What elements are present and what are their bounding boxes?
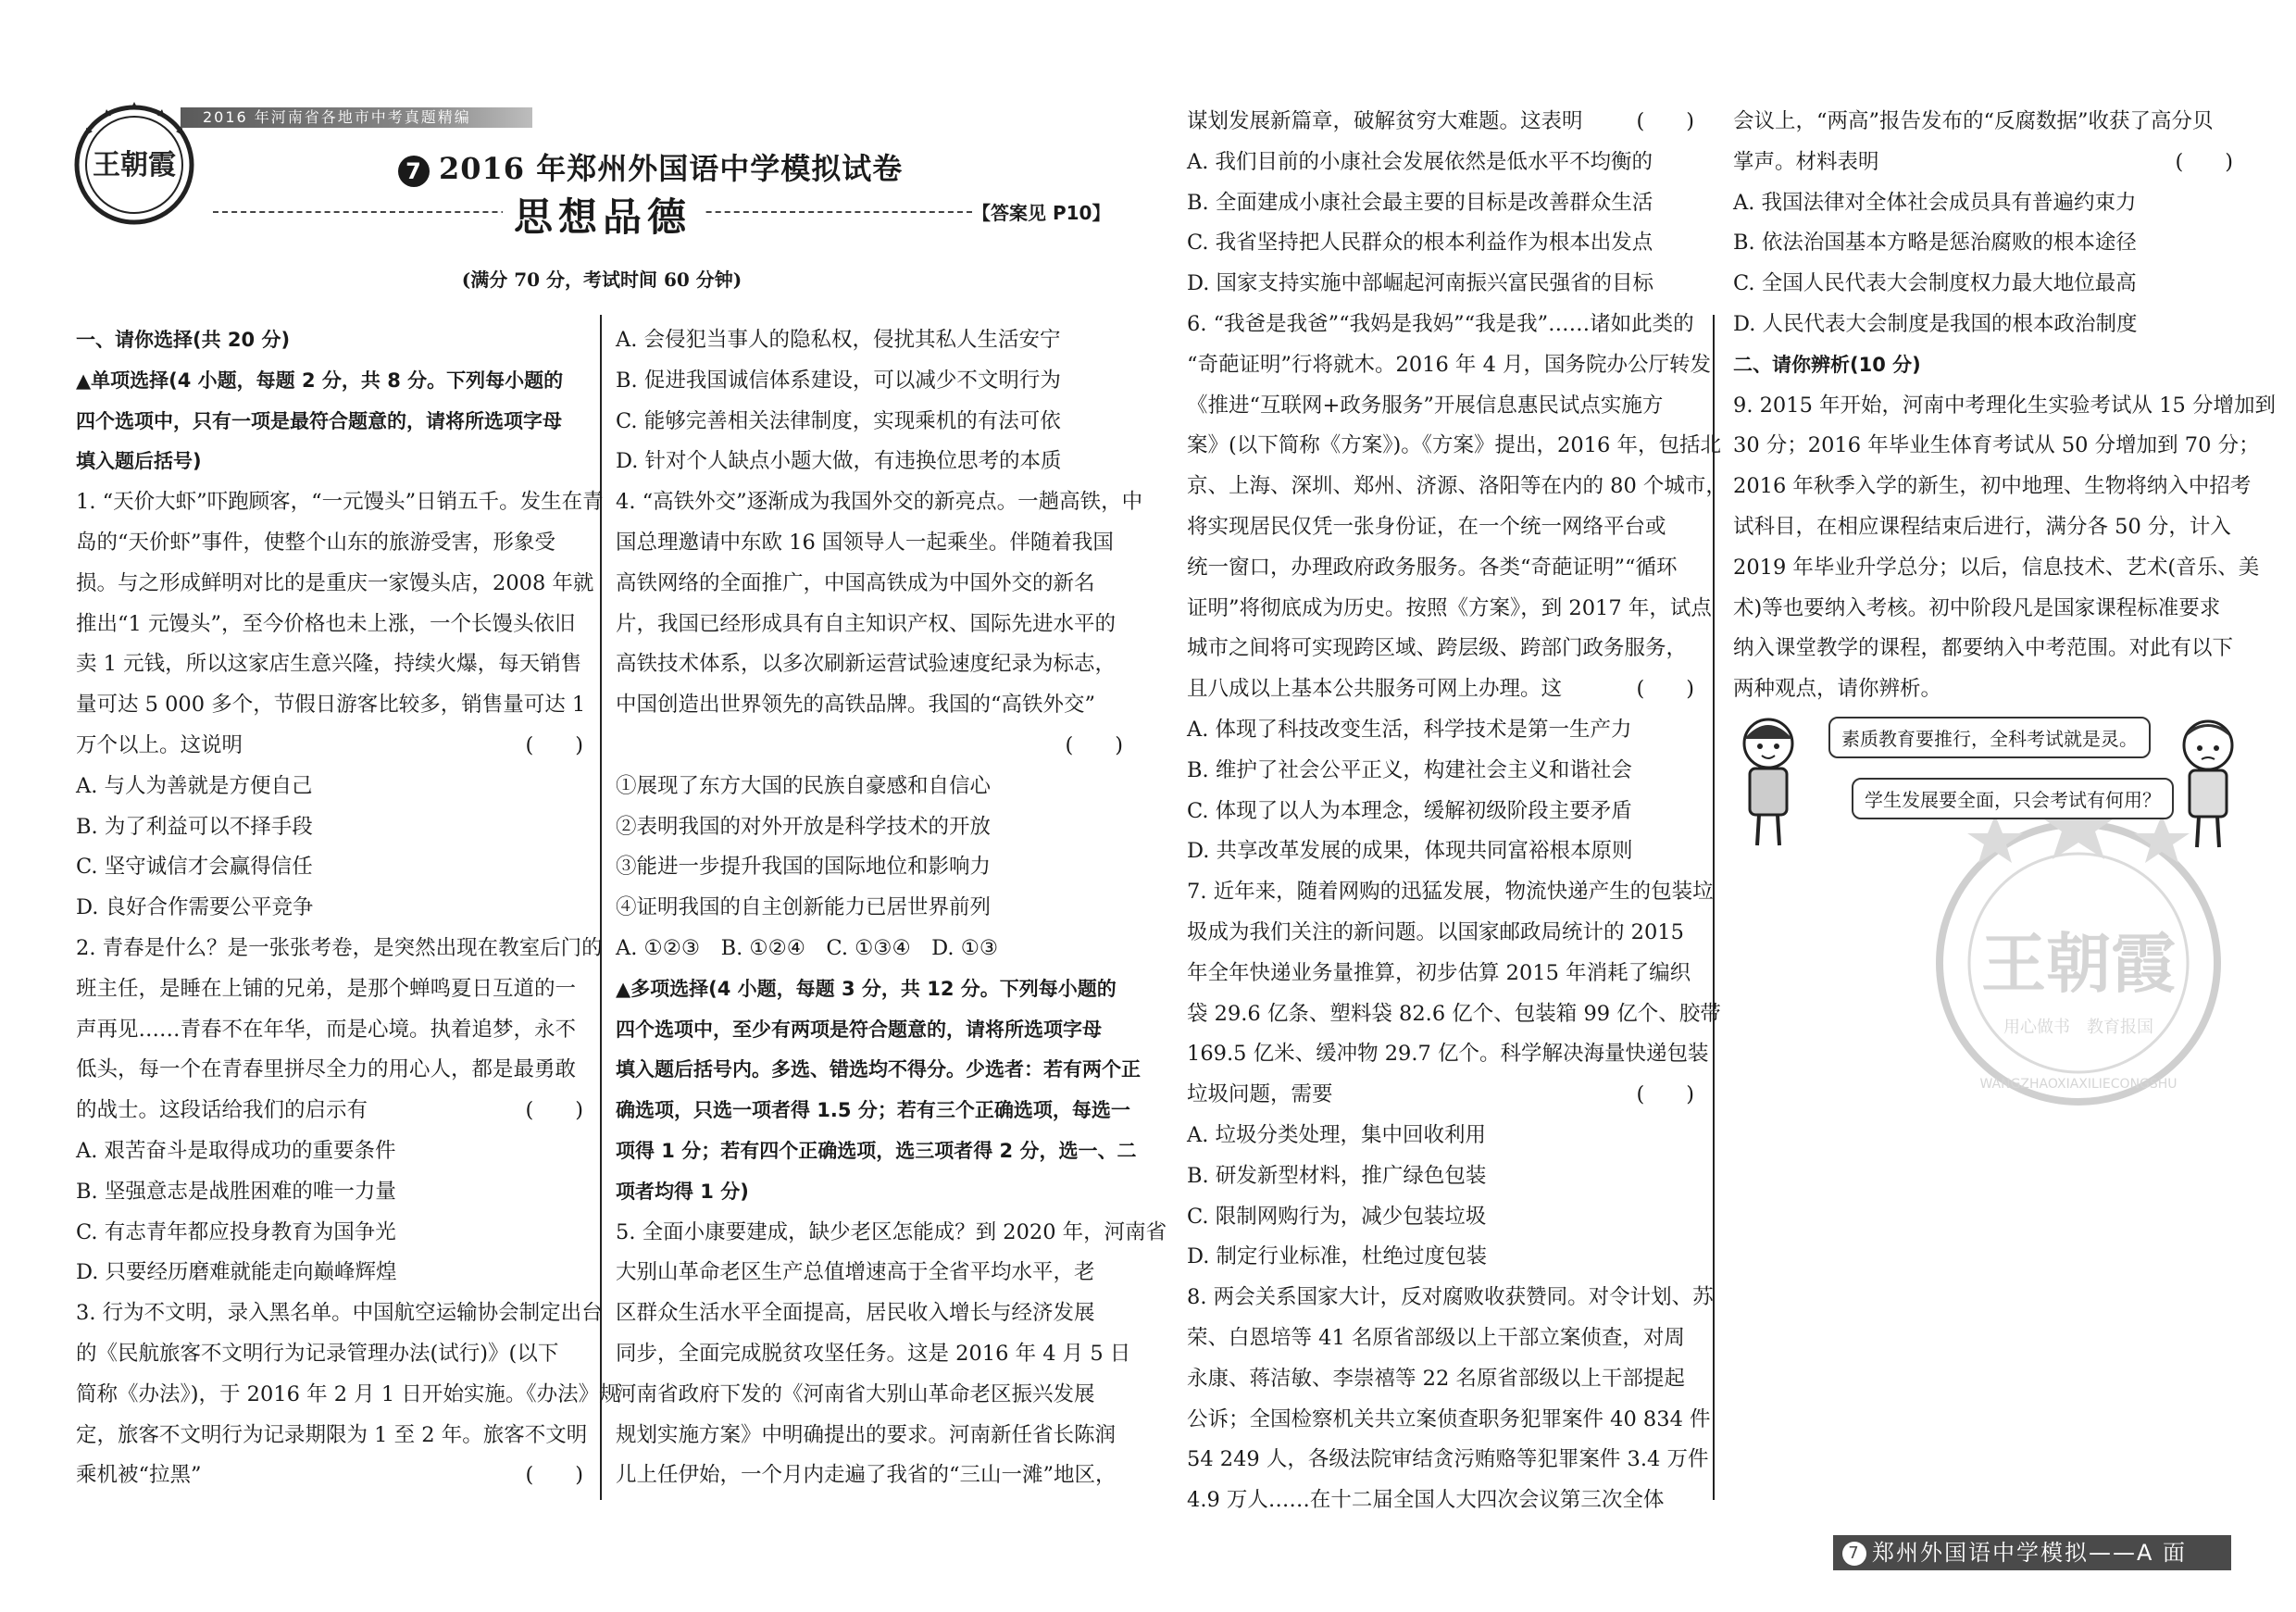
column-2	[616, 320, 1167, 1496]
text-line-content: 两种观点，请你辨析。	[1733, 677, 1942, 702]
text-line-content: 6. “我爸是我爸”“我妈是我妈”“我是我”……诸如此类的	[1187, 311, 1694, 336]
text-line	[616, 1293, 1123, 1334]
text-line	[616, 929, 1123, 969]
text-line	[1187, 1481, 1694, 1521]
text-line-content: D. 只要经历磨难就能走向巅峰辉煌	[76, 1260, 397, 1285]
text-line	[1187, 223, 1694, 264]
text-line-content: D. 共享改革发展的成果，体现共同富裕根本原则	[1187, 839, 1633, 864]
text-line	[1187, 305, 1694, 345]
text-line	[76, 1091, 583, 1131]
text-line	[1187, 1156, 1694, 1197]
text-line	[1733, 589, 2233, 630]
column-4	[1733, 102, 2276, 710]
text-line	[1733, 426, 2260, 467]
text-line	[616, 685, 1123, 726]
text-line	[1733, 467, 2252, 507]
svg-text:王朝霞: 王朝霞	[93, 149, 176, 181]
text-line	[616, 1334, 1131, 1375]
text-line-content: A. 垃圾分类处理，集中回收利用	[1187, 1122, 1487, 1147]
text-line-content: 低头，每一个在青春里拼尽全力的用心人，都是最勇敢	[76, 1057, 577, 1082]
text-line-content: C. 全国人民代表大会制度权力最大地位最高	[1733, 271, 2137, 296]
text-line-content: 54 249 人，各级法院审结贪污贿赂等犯罪案件 3.4 万件	[1187, 1447, 1709, 1472]
text-line	[76, 1253, 583, 1293]
text-line	[1733, 223, 2233, 264]
text-line-content: 声再见……青春不在年华，而是心境。执着追梦，永不	[76, 1017, 577, 1042]
text-line	[616, 726, 1123, 767]
publisher-seal-logo	[69, 100, 199, 230]
text-line-content: 2. 青春是什么？是一张张考卷，是突然出现在教室后门的	[76, 935, 603, 960]
text-line-content: 统一窗口，办理政府政务服务。各类“奇葩证明”“循环	[1187, 555, 1678, 580]
text-line-content: 8. 两会关系国家大计，反对腐败收获赞同。对令计划、苏	[1187, 1285, 1714, 1310]
text-line	[76, 1131, 583, 1172]
text-line	[1187, 1034, 1709, 1075]
text-line-content: D. 国家支持实施中部崛起河南振兴富民强省的目标	[1187, 271, 1654, 296]
text-line	[76, 929, 603, 969]
text-line-content: 高铁网络的全面推广，中国高铁成为中国外交的新名	[616, 570, 1095, 595]
text-line-content: 169.5 亿米、缓冲物 29.7 亿个。科学解决海量快递包装	[1187, 1042, 1709, 1067]
text-line	[1187, 710, 1694, 751]
text-line-content: 袋 29.6 亿条、塑料袋 82.6 亿个、包装箱 99 亿个、胶带	[1187, 1001, 1721, 1026]
text-line-content: 万个以上。这说明	[76, 732, 243, 757]
text-line-content: ②表明我国的对外开放是科学技术的开放	[616, 814, 992, 839]
text-line-content: ④证明我国的自主创新能力已居世界前列	[616, 895, 992, 920]
text-line-content: B. 坚强意志是战胜困难的唯一力量	[76, 1179, 396, 1204]
text-line-content: 谋划发展新篇章，破解贫穷大难题。这表明	[1187, 109, 1583, 133]
text-line	[76, 1416, 588, 1456]
text-line	[616, 1172, 1123, 1213]
watermark-pinyin: WANGZHAOXIAXILIECONGSHU	[1979, 1077, 2177, 1092]
text-line	[76, 1334, 583, 1375]
text-line-content: B. 维护了社会公平正义，构建社会主义和谐社会	[1187, 757, 1632, 782]
answer-bracket: ( )	[1065, 732, 1123, 757]
text-line-content: 简称《办法》)，于 2016 年 2 月 1 日开始实施。《办法》规	[76, 1381, 620, 1406]
text-line-content: A. 我国法律对全体社会成员具有普遍约束力	[1733, 190, 2137, 215]
text-line-content: B. 促进我国诚信体系建设，可以减少不文明行为	[616, 368, 1061, 393]
text-line-content: 班主任，是睡在上铺的兄弟，是那个蝉鸣夏日互道的一	[76, 976, 577, 1001]
text-line	[1187, 467, 1727, 507]
text-line	[616, 361, 1123, 402]
text-line-content: A. 我们目前的小康社会发展依然是低水平不均衡的	[1187, 149, 1653, 174]
text-line	[1187, 143, 1694, 183]
answer-bracket: ( )	[2175, 149, 2233, 174]
text-line-content: 垃圾问题，需要	[1187, 1082, 1333, 1107]
text-line-content: ▲多项选择(4 小题，每题 3 分，共 12 分。下列每小题的	[616, 977, 1117, 1000]
text-line-content: 5. 全面小康要建成，缺少老区怎能成？到 2020 年，河南省	[616, 1219, 1167, 1244]
text-line	[1187, 1278, 1714, 1318]
text-line-content: C. 限制网购行为，减少包装垃圾	[1187, 1204, 1487, 1229]
text-line	[1187, 831, 1694, 872]
text-line	[616, 605, 1123, 645]
text-line	[76, 1010, 583, 1051]
answer-reference: 【答案见 P10】	[972, 202, 1111, 224]
text-line	[1733, 345, 2233, 386]
text-line-content: D. 人民代表大会制度是我国的根本政治制度	[1733, 311, 2138, 336]
text-line-content: 二、请你辨析(10 分)	[1733, 353, 1921, 376]
answer-bracket: ( )	[1636, 677, 1694, 702]
text-line	[1187, 548, 1694, 589]
text-line	[1187, 264, 1694, 305]
paper-number-badge: 7	[398, 156, 430, 187]
text-line-content: 的《民航旅客不文明行为记录管理办法(试行)》(以下	[76, 1341, 559, 1366]
text-line-content: 损。与之形成鲜明对比的是重庆一家馒头店，2008 年就	[76, 570, 594, 595]
text-line	[1187, 1400, 1711, 1441]
text-line	[1187, 954, 1694, 994]
text-line-content: 术)等也要纳入考核。初中阶段凡是国家课程标准要求	[1733, 595, 2221, 620]
text-line	[76, 847, 583, 888]
text-line-content: 荣、白恩培等 41 名原省部级以上干部立案侦查，对周	[1187, 1325, 1685, 1350]
text-line	[76, 1172, 583, 1213]
text-line	[616, 767, 1123, 807]
text-line	[1187, 1318, 1694, 1359]
text-line-content: 7. 近年来，随着网购的迅猛发展，物流快递产生的包装垃	[1187, 880, 1714, 905]
text-line-content: 岛的“天价虾”事件，使整个山东的旅游受害，形象受	[76, 530, 556, 555]
text-line-content: C. 体现了以人为本理念，缓解初级阶段主要矛盾	[1187, 798, 1632, 823]
text-line	[1187, 751, 1694, 792]
text-line	[76, 320, 583, 361]
text-line	[76, 807, 583, 848]
text-line	[1733, 305, 2233, 345]
text-line	[76, 605, 583, 645]
text-line	[76, 767, 583, 807]
text-line	[76, 1213, 583, 1254]
text-line	[1187, 102, 1694, 143]
column-1	[76, 320, 620, 1496]
footer-text: 郑州外国语中学模拟——A 面	[1872, 1540, 2188, 1566]
text-line	[1187, 629, 1694, 669]
text-line-content: ①展现了东方大国的民族自豪感和自信心	[616, 773, 992, 798]
text-line	[1733, 548, 2260, 589]
text-line	[616, 1416, 1123, 1456]
text-line	[616, 320, 1123, 361]
text-line-content: 《推进“互联网+政务服务”开展信息惠民试点实施方	[1187, 393, 1664, 418]
text-line	[76, 361, 583, 402]
exam-info: (满分 70 分，考试时间 60 分钟)	[461, 269, 742, 291]
text-line	[1733, 183, 2233, 224]
text-line-content: 卖 1 元钱，所以这家店生意兴隆，持续火爆，每天销售	[76, 652, 582, 677]
text-line	[616, 969, 1123, 1010]
text-line-content: 填入题后括号内。多选、错选均不得分。少选者：若有两个正	[616, 1058, 1141, 1081]
text-line	[76, 888, 583, 929]
text-line-content: 填入题后括号)	[76, 450, 202, 473]
answer-bracket: ( )	[525, 732, 583, 757]
text-line	[1733, 264, 2233, 305]
text-line	[76, 644, 583, 685]
text-line-content: 将实现居民仅凭一张身份证，在一个统一网络平台或	[1187, 514, 1666, 539]
text-line-content: 四个选项中，只有一项是最符合题意的，请将所选项字母	[76, 409, 562, 432]
text-line-content: D. 制定行业标准，杜绝过度包装	[1187, 1244, 1488, 1269]
text-line-content: 一、请你选择(共 20 分)	[76, 329, 291, 351]
text-line	[616, 1091, 1130, 1131]
text-line-content: 永康、蒋洁敏、李崇禧等 22 名原省部级以上干部提起	[1187, 1366, 1685, 1391]
text-line-content: 定，旅客不文明行为记录期限为 1 至 2 年。旅客不文明	[76, 1422, 588, 1447]
text-line-content: 河南省政府下发的《河南省大别山革命老区振兴发展	[616, 1381, 1095, 1406]
text-line-content: 规划实施方案》中明确提出的要求。河南新任省长陈润	[616, 1422, 1117, 1447]
text-line	[76, 1375, 620, 1416]
text-line	[1733, 629, 2233, 669]
text-line	[1187, 669, 1694, 710]
text-line	[616, 847, 1123, 888]
text-line-content: 项得 1 分；若有四个正确选项，选三项者得 2 分，选一、二	[616, 1139, 1137, 1162]
text-line-content: 乘机被“拉黑”	[76, 1463, 202, 1488]
text-line	[1733, 143, 2233, 183]
text-line-content: 儿上任伊始，一个月内走遍了我省的“三山一滩”地区，	[616, 1463, 1117, 1488]
text-line	[616, 1050, 1141, 1091]
text-line-content: 30 分；2016 年毕业生体育考试从 50 分增加到 70 分；	[1733, 433, 2260, 458]
text-line	[616, 644, 1123, 685]
text-line-content: B. 全面建成小康社会最主要的目标是改善群众生活	[1187, 190, 1653, 215]
text-line	[616, 523, 1123, 564]
text-line-content: 证明”将彻底成为历史。按照《方案》，到 2017 年，试点	[1187, 595, 1712, 620]
text-line	[616, 442, 1123, 482]
text-line-content: 年全年快递业务量推算，初步估算 2015 年消耗了编织	[1187, 960, 1691, 985]
text-line	[1187, 872, 1714, 913]
text-line	[1187, 426, 1721, 467]
text-line	[1187, 345, 1712, 386]
text-line	[76, 523, 583, 564]
text-line-content: 高铁技术体系，以多次刷新运营试验速度纪录为标志，	[616, 652, 1117, 677]
text-line	[76, 1050, 583, 1091]
cartoon-illustration	[1731, 702, 2250, 859]
answer-bracket: ( )	[1636, 109, 1694, 133]
text-line	[1733, 507, 2233, 548]
text-line	[616, 1010, 1123, 1051]
text-line	[76, 442, 583, 482]
text-line-content: C. 有志青年都应投身教育为国争光	[76, 1219, 396, 1244]
answer-bracket: ( )	[525, 1098, 583, 1123]
speech-bubble-2: 学生发展要全面，只会考试有何用？	[1852, 778, 2174, 819]
text-line-content: 公诉；全国检察机关共立案侦查职务犯罪案件 40 834 件	[1187, 1406, 1711, 1431]
text-line-content: A. 体现了科技改变生活，科学技术是第一生产力	[1187, 717, 1632, 742]
text-line-content: 城市之间将可实现跨区域、跨层级、跨部门政务服务，	[1187, 636, 1688, 661]
exam-title	[398, 145, 903, 188]
text-line-content: 4.9 万人……在十二届全国人大四次会议第三次全体	[1187, 1488, 1665, 1513]
text-line	[76, 564, 594, 605]
text-line-content: 案》(以下简称《方案》)。《方案》提出，2016 年，包括北	[1187, 433, 1721, 458]
text-line-content: B. 依法治国基本方略是惩治腐败的根本途径	[1733, 231, 2137, 256]
text-line-content: ③能进一步提升我国的国际地位和影响力	[616, 855, 992, 880]
text-line	[616, 1131, 1137, 1172]
text-line	[1187, 792, 1694, 832]
text-line	[1187, 913, 1694, 954]
text-line-content: 四个选项中，至少有两项是符合题意的，请将所选项字母	[616, 1018, 1102, 1041]
girl-figure-icon	[1731, 711, 1805, 850]
text-line	[1187, 1075, 1694, 1116]
speech-bubble-1: 素质教育要推行，全科考试就是灵。	[1828, 717, 2151, 758]
text-line	[76, 685, 586, 726]
footer-paper-number: 7	[1842, 1542, 1866, 1566]
text-line	[1187, 1359, 1694, 1400]
text-line	[1187, 1197, 1694, 1238]
text-line-content: 纳入课堂教学的课程，都要纳入中考范围。对此有以下	[1733, 636, 2234, 661]
text-line-content: C. 能够完善相关法律制度，实现乘机的有法可依	[616, 408, 1061, 433]
text-line	[1187, 183, 1694, 224]
page-footer	[1833, 1535, 2231, 1570]
text-line	[616, 1253, 1123, 1293]
text-line-content: 4. “高铁外交”逐渐成为我国外交的新亮点。一趟高铁，中	[616, 490, 1143, 515]
text-line-content: 京、上海、深圳、郑州、济源、洛阳等在内的 80 个城市，	[1187, 474, 1727, 499]
text-line	[616, 807, 1123, 848]
text-line-content: B. 研发新型材料，推广绿色包装	[1187, 1163, 1487, 1188]
text-line-content: 大别山革命老区生产总值增速高于全省平均水平，老	[616, 1260, 1095, 1285]
text-line-content: 圾成为我们关注的新问题。以国家邮政局统计的 2015	[1187, 919, 1684, 944]
text-line-content: 3. 行为不文明，录入黑名单。中国航空运输协会制定出台	[76, 1301, 603, 1326]
text-line	[616, 1456, 1123, 1496]
subject-title: 思想品德	[503, 187, 703, 243]
text-line-content: 中国创造出世界领先的高铁品牌。我国的“高铁外交”	[616, 693, 1096, 718]
text-line-content: 的战士。这段话给我们的启示有	[76, 1098, 368, 1123]
text-line	[1187, 589, 1712, 630]
text-line	[616, 1375, 1123, 1416]
text-line	[1187, 1116, 1694, 1156]
text-line-content: 项者均得 1 分)	[616, 1180, 749, 1203]
text-line-content: 同步，全面完成脱贫攻坚任务。这是 2016 年 4 月 5 日	[616, 1341, 1131, 1366]
text-line-content: C. 坚守诚信才会赢得信任	[76, 855, 313, 880]
text-line-content: A. 会侵犯当事人的隐私权，侵扰其私人生活安宁	[616, 328, 1061, 352]
text-line	[1187, 1440, 1709, 1481]
text-line	[76, 402, 583, 443]
text-line	[616, 564, 1123, 605]
text-line	[1187, 386, 1694, 427]
text-line-content: 区群众生活水平全面提高，居民收入增长与经济发展	[616, 1301, 1095, 1326]
text-line-content: 1. “天价大虾”吓跑顾客，“一元馒头”日销五千。发生在青	[76, 490, 604, 515]
boy-figure-icon	[2171, 713, 2245, 852]
text-line-content: B. 为了利益可以不择手段	[76, 814, 313, 839]
text-line	[1733, 102, 2233, 143]
text-line	[616, 482, 1143, 523]
text-line-content: A. ①②③ B. ①②④ C. ①③④ D. ①③	[616, 935, 999, 960]
text-line	[76, 1293, 603, 1334]
text-line-content: D. 针对个人缺点小题大做，有违换位思考的本质	[616, 449, 1062, 474]
text-line-content: A. 与人为善就是方便自己	[76, 773, 313, 798]
text-line	[616, 1213, 1167, 1254]
text-line	[76, 969, 583, 1010]
text-line	[76, 1456, 583, 1496]
text-line-content: 量可达 5 000 多个，节假日游客比较多，销售量可达 1	[76, 693, 586, 718]
text-line	[616, 888, 1123, 929]
text-line-content: 且八成以上基本公共服务可网上办理。这	[1187, 677, 1563, 702]
text-line-content: A. 艰苦奋斗是取得成功的重要条件	[76, 1138, 396, 1163]
text-line-content: D. 良好合作需要公平竞争	[76, 895, 314, 920]
answer-bracket: ( )	[1636, 1082, 1694, 1107]
text-line	[616, 402, 1123, 443]
text-line-content: “奇葩证明”行将就木。2016 年 4 月，国务院办公厅转发	[1187, 352, 1712, 377]
text-line-content: 试科目，在相应课程结束后进行，满分各 50 分，计入	[1733, 514, 2231, 539]
text-line	[76, 482, 604, 523]
text-line	[1187, 994, 1721, 1035]
text-line-content: 掌声。材料表明	[1733, 149, 1879, 174]
series-banner: 2016 年河南省各地市中考真题精编	[181, 107, 532, 128]
text-line-content: 国总理邀请中东欧 16 国领导人一起乘坐。伴随着我国	[616, 530, 1114, 555]
text-line-content: ▲单项选择(4 小题，每题 2 分，共 8 分。下列每小题的	[76, 369, 564, 392]
text-line-content: 推出“1 元馒头”，至今价格也未上涨，一个长馒头依旧	[76, 611, 576, 636]
text-line	[1187, 1237, 1694, 1278]
answer-bracket: ( )	[525, 1463, 583, 1488]
column-3	[1187, 102, 1727, 1521]
watermark-motto: 用心做书 教育报国	[2003, 1018, 2153, 1037]
exam-title-text: 2016 年郑州外国语中学模拟试卷	[439, 151, 904, 186]
watermark-name: 王朝霞	[1981, 925, 2176, 1002]
text-line-content: 会议上，“两高”报告发布的“反腐数据”收获了高分贝	[1733, 109, 2214, 133]
text-line	[1187, 507, 1694, 548]
text-line-content: 确选项，只选一项者得 1.5 分；若有三个正确选项，每选一	[616, 1099, 1130, 1122]
text-line-content: 2019 年毕业升学总分；以后，信息技术、艺术(音乐、美	[1733, 555, 2260, 580]
text-line-content: C. 我省坚持把人民群众的根本利益作为根本出发点	[1187, 231, 1653, 256]
text-line-content: 9. 2015 年开始，河南中考理化生实验考试从 15 分增加到	[1733, 393, 2276, 418]
text-line	[76, 726, 583, 767]
text-line-content: 片，我国已经形成具有自主知识产权、国际先进水平的	[616, 611, 1117, 636]
text-line-content: 2016 年秋季入学的新生，初中地理、生物将纳入中招考	[1733, 474, 2252, 499]
text-line	[1733, 386, 2276, 427]
